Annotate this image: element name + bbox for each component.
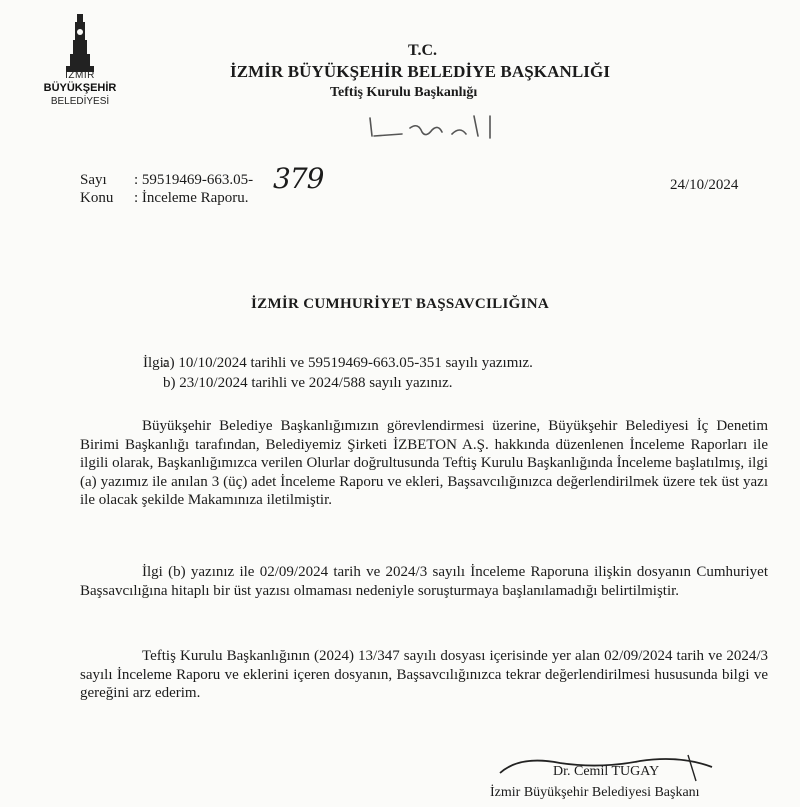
department-title: Teftiş Kurulu Başkanlığı xyxy=(330,85,478,100)
signer-title: İzmir Büyükşehir Belediyesi Başkanı xyxy=(490,785,700,800)
institution-title: İZMİR BÜYÜKŞEHİR BELEDİYE BAŞKANLIĞI xyxy=(230,62,611,81)
konu-value: : İnceleme Raporu. xyxy=(134,190,249,206)
logo-text-izmir: İZMİR xyxy=(65,70,95,81)
recipient-heading: İZMİR CUMHURİYET BAŞSAVCILIĞINA xyxy=(251,296,549,312)
sayi-label: Sayı xyxy=(80,172,107,188)
logo-text-buyuksehir: BÜYÜKŞEHİR xyxy=(43,82,117,94)
reference-label: İlgi: xyxy=(143,355,168,371)
body-paragraph-2: İlgi (b) yazınız ile 02/09/2024 tarih ve 2024/3 sayılı İnceleme Raporuna ilişkin dosyanın Cumhuriyet Başsavcılığına hitaplı bir üst yazısı olmaması nedeniyle soruşturmaya başlanılamadığı belirtilmiştir. xyxy=(80,564,768,599)
municipality-logo xyxy=(40,12,120,112)
handwritten-number: 379 xyxy=(273,162,324,195)
reference-a: a) 10/10/2024 tarihli ve 59519469-663.05-351 sayılı yazımız. xyxy=(163,355,533,371)
document-date: 24/10/2024 xyxy=(670,177,739,193)
sayi-value: : 59519469-663.05- xyxy=(134,172,254,188)
body-paragraph-3: Teftiş Kurulu Başkanlığının (2024) 13/347 sayılı dosyası içerisinde yer alan 02/09/2024 tarih ve 2024/3 sayılı İnceleme Raporu ve eklerini içeren dosyanın, Başsavcılığınızca tekrar değerlendirilmesi hususunda bilgi ve gereğini arz ederim. xyxy=(80,648,768,702)
signer-name: Dr. Cemil TUGAY xyxy=(553,764,660,779)
logo-text-belediyesi: BELEDİYESİ xyxy=(50,96,110,107)
clock-tower-icon xyxy=(60,12,100,74)
handwritten-scribble xyxy=(362,108,532,148)
konu-label: Konu xyxy=(80,190,114,206)
body-paragraph-1: Büyükşehir Belediye Başkanlığımızın görevlendirmesi üzerine, Büyükşehir Belediyesi İç Denetim Birimi Başkanlığı tarafından, Belediyemiz Şirketi İZBETON A.Ş. hakkında düzenlenen İnceleme Raporları ile ilgili olarak, Başkanlığımızca verilen Olurlar doğrultusunda Teftiş Kurulu Başkanlığında İnceleme başlatılmış, ilgi (a) yazımız ile anılan 3 (üç) adet İnceleme Raporu ve ekleri, Başsavcılığınızca değerlendirilmek üzere tek üst yazı ile olacak şekilde Makamınıza iletilmiştir. xyxy=(80,418,768,509)
reference-b: b) 23/10/2024 tarihli ve 2024/588 sayılı yazınız. xyxy=(163,375,453,391)
republic-abbreviation: T.C. xyxy=(408,42,438,59)
